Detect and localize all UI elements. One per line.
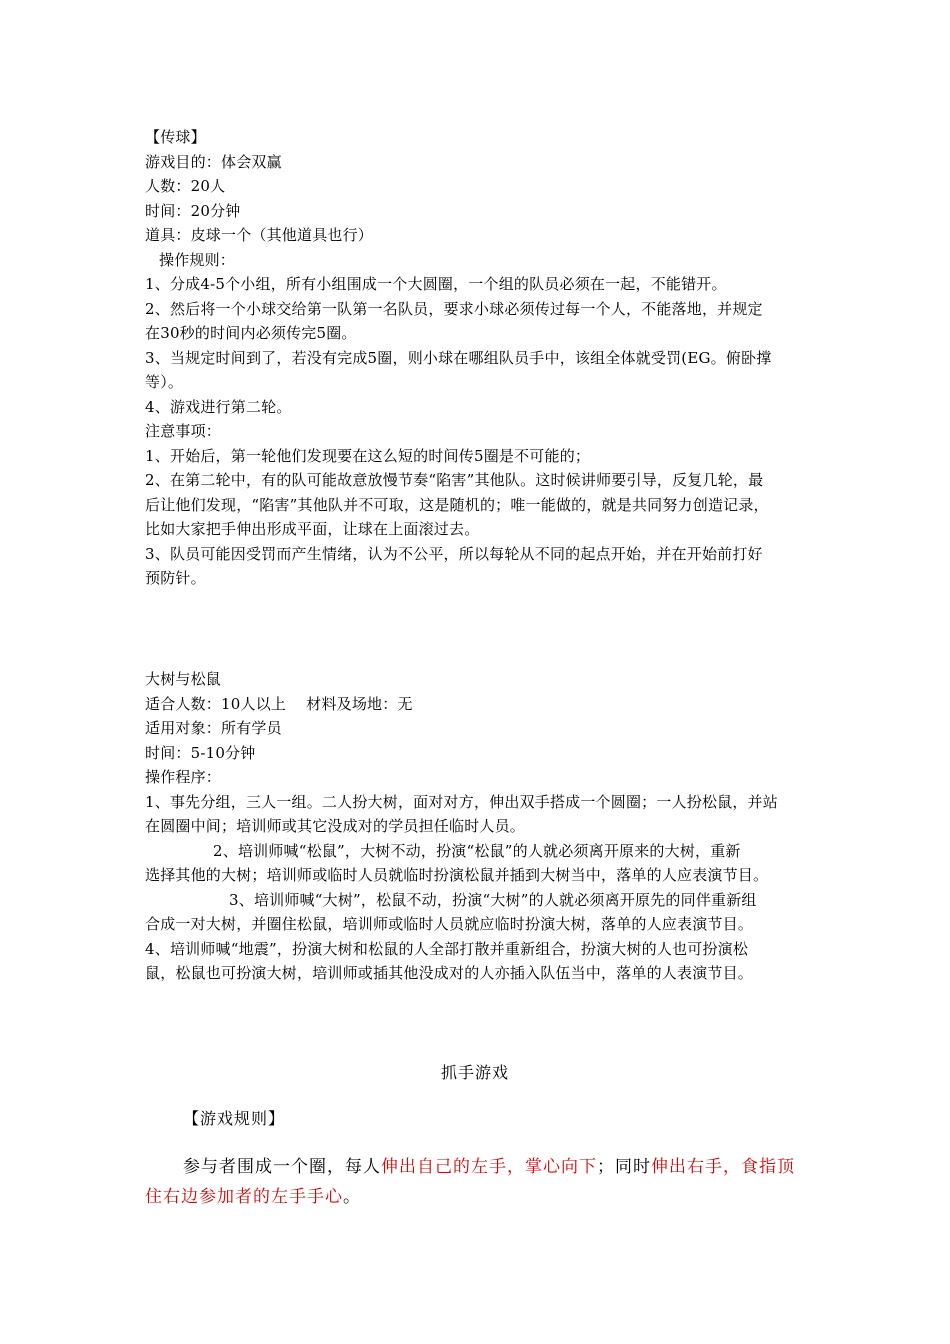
time: 时间：20分钟 [145, 201, 241, 220]
rule-3-line-2: 等）。 [145, 373, 184, 391]
time: 时间：5-10分钟 [145, 743, 256, 762]
game-purpose: 游戏目的：体会双赢 [145, 152, 282, 171]
text-segment: ；同时 [597, 1157, 651, 1177]
people-count: 人数：20人 [145, 177, 226, 195]
note-3-line-2: 预防针。 [145, 569, 206, 587]
note-2-line-1: 2、在第二轮中，有的队可能故意放慢节奏“陷害”其他队。这时候讲师要引导，反复几轮，最 [145, 471, 764, 489]
rules-paragraph [145, 1152, 815, 1212]
rule-4: 4、游戏进行第二轮。 [145, 397, 292, 416]
paragraph-line-1 [145, 1152, 815, 1182]
highlight-segment: 伸出右手，食指顶 [651, 1157, 795, 1177]
props: 道具：皮球一个（其他道具也行） [145, 226, 374, 244]
step-3-line-2: 合成一对大树，并圈住松鼠，培训师或临时人员就应临时扮演大树，落单的人应表演节目。 [145, 915, 754, 933]
section-title-grab-hand: 抓手游戏 [440, 1063, 509, 1082]
step-4-line-1: 4、培训师喊“地震”，扮演大树和松鼠的人全部打散并重新组合，扮演大树的人也可扮演松 [145, 939, 749, 958]
rules-title: 操作规则： [159, 250, 236, 269]
rule-2-line-1: 2、然后将一个小球交给第一队第一名队员，要求小球必须传过每一个人，不能落地，并规定 [145, 299, 763, 318]
step-4-line-2: 鼠，松鼠也可扮演大树，培训师或插其他没成对的人亦插入队伍当中，落单的人表演节目。 [145, 964, 754, 982]
paragraph-line-2 [145, 1182, 815, 1212]
rule-2-line-2: 在30秒的时间内必须传完5圈。 [145, 324, 357, 342]
section-title: 大树与松鼠 [145, 670, 222, 688]
rule-3-line-1: 3、当规定时间到了，若没有完成5圈，则小球在哪组队员手中，该组全体就受罚(EG。俯卧撑 [145, 348, 772, 367]
step-1-line-1: 1、事先分组，三人一组。二人扮大树，面对对方，伸出双手搭成一个圆圈；一人扮松鼠，并站 [145, 792, 778, 811]
step-1-line-2: 在圆圈中间；培训师或其它没成对的学员担任临时人员。 [145, 817, 526, 835]
highlight-segment: 伸出自己的左手，掌心向下 [381, 1157, 597, 1177]
audience: 适用对象：所有学员 [145, 719, 282, 737]
note-2-line-3: 比如大家把手伸出形成平面，让球在上面滚过去。 [145, 520, 480, 538]
section-tree-squirrel [145, 667, 815, 986]
notes-title: 注意事项： [145, 422, 222, 440]
people-materials: 适合人数：10人以上 材料及场地：无 [145, 694, 413, 713]
step-2-line-1: 2、培训师喊“松鼠”，大树不动，扮演“松鼠”的人就必须离开原来的大树，重新 [213, 841, 741, 860]
section-title: 【传球】 [145, 128, 206, 146]
note-2-line-2: 后让他们发现，“陷害”其他队并不可取，这是随机的；唯一能做的，就是共同努力创造记录， [145, 495, 769, 514]
text-segment: 参与者围成一个圈，每人 [183, 1157, 381, 1177]
note-3-line-1: 3、队员可能因受罚而产生情绪，认为不公平，所以每轮从不同的起点开始，并在开始前打好 [145, 544, 763, 563]
text-segment: 。 [343, 1187, 361, 1207]
step-3-line-1: 3、培训师喊“大树”，松鼠不动，扮演“大树”的人就必须离开原先的同伴重新组 [229, 890, 757, 909]
step-2-line-2: 选择其他的大树；培训师或临时人员就临时扮演松鼠并插到大树当中，落单的人应表演节目。 [145, 866, 769, 884]
note-1: 1、开始后，第一轮他们发现要在这么短的时间传5圈是不可能的； [145, 446, 591, 465]
procedure-title: 操作程序： [145, 768, 222, 786]
rules-heading: 【游戏规则】 [183, 1109, 286, 1128]
section-pass-ball [145, 125, 815, 591]
highlight-segment: 住右边参加者的左手手心 [145, 1187, 343, 1207]
rule-1: 1、分成4-5个小组，所有小组围成一个大圆圈，一个组的队员必须在一起，不能错开。 [145, 275, 727, 293]
